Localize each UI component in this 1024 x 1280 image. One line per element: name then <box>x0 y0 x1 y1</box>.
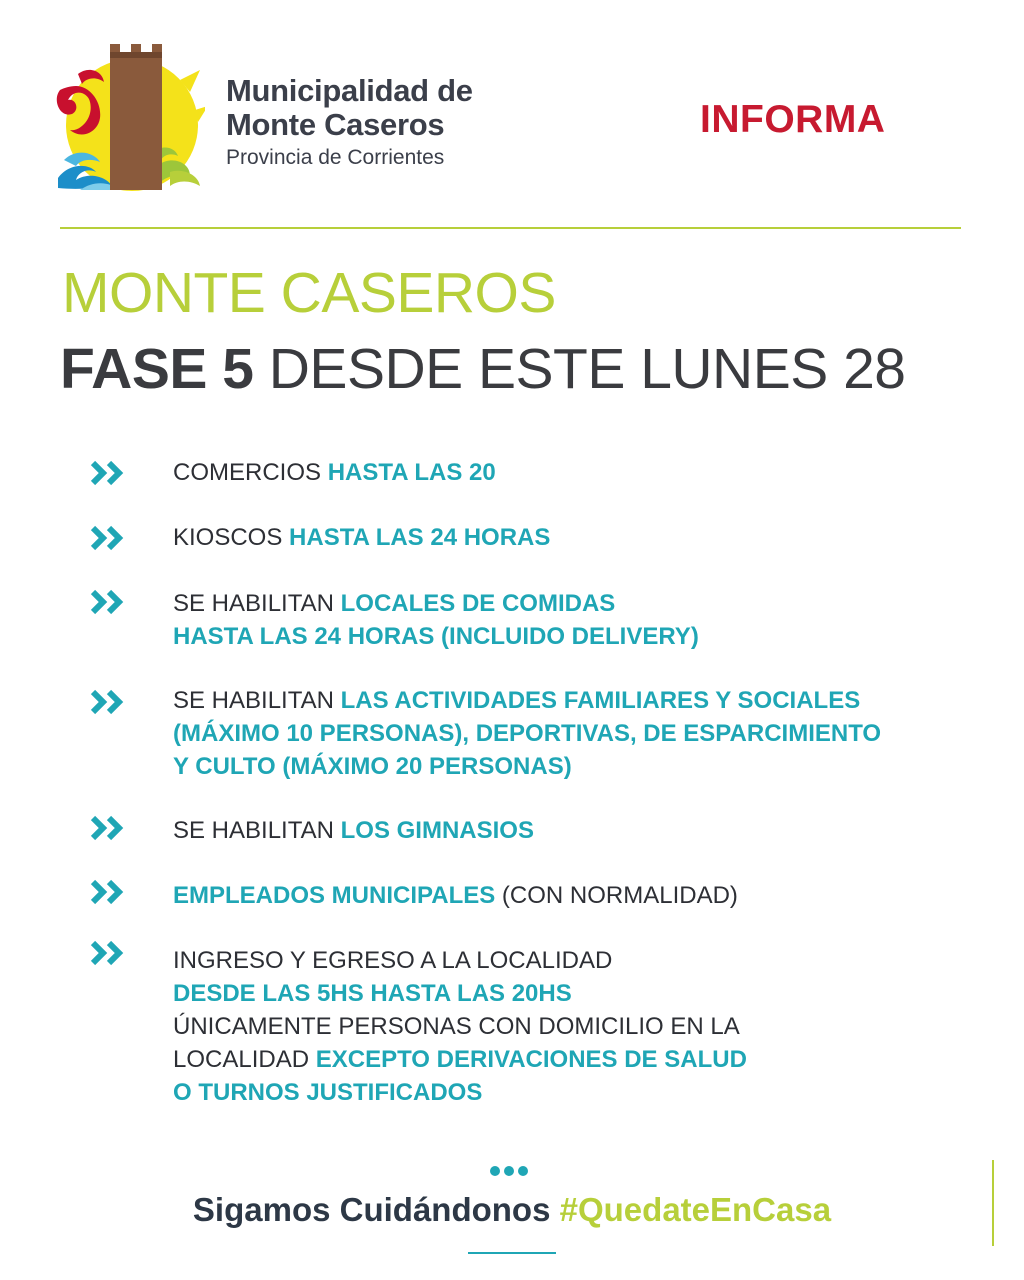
plain-text: ÚNICAMENTE PERSONAS CON DOMICILIO EN LA <box>173 1013 740 1040</box>
footer-underline <box>468 1252 556 1254</box>
double-chevron-right-icon <box>90 879 130 905</box>
plain-text: LOCALIDAD <box>173 1046 316 1073</box>
double-chevron-right-icon <box>90 525 130 551</box>
item-line <box>173 717 963 750</box>
highlight-text: EXCEPTO DERIVACIONES DE SALUD <box>315 1046 747 1073</box>
item-line <box>173 456 963 489</box>
item-text <box>173 814 963 847</box>
item-line <box>173 1010 963 1043</box>
item-line <box>173 587 963 620</box>
highlight-text: DESDE LAS 5HS HASTA LAS 20HS <box>173 980 572 1007</box>
plain-text: KIOSCOS <box>173 524 290 551</box>
item-line <box>173 944 963 977</box>
item-text <box>173 521 963 554</box>
item-line <box>173 814 963 847</box>
org-line-2: Monte Caseros <box>226 107 445 142</box>
highlight-text: O TURNOS JUSTIFICADOS <box>173 1079 483 1106</box>
slogan-text: Sigamos Cuidándonos <box>192 1191 551 1228</box>
double-chevron-right-icon <box>90 589 130 615</box>
highlight-text: (MÁXIMO 10 PERSONAS), DEPORTIVAS, DE ESPARCIMIENTO <box>173 720 882 747</box>
highlight-text: LAS ACTIVIDADES FAMILIARES Y SOCIALES <box>340 687 861 714</box>
highlight-text: LOCALES DE COMIDAS <box>340 590 616 617</box>
item-line <box>173 1076 963 1109</box>
plain-text: INGRESO Y EGRESO A LA LOCALIDAD <box>173 947 613 974</box>
highlight-text: Y CULTO (MÁXIMO 20 PERSONAS) <box>173 753 572 780</box>
double-chevron-right-icon <box>90 940 130 966</box>
item-line <box>173 521 963 554</box>
item-line <box>173 879 963 912</box>
item-line <box>173 750 963 783</box>
plain-text: SE HABILITAN <box>173 687 341 714</box>
item-text <box>173 587 963 653</box>
highlight-text: EMPLEADOS MUNICIPALES <box>173 882 496 909</box>
header <box>0 0 1024 230</box>
plain-text: SE HABILITAN <box>173 817 341 844</box>
double-chevron-right-icon <box>90 689 130 715</box>
municipal-logo <box>50 40 205 195</box>
title-phase: FASE 5 <box>60 337 254 401</box>
plain-text: (CON NORMALIDAD) <box>495 882 738 909</box>
highlight-text: HASTA LAS 24 HORAS <box>289 524 551 551</box>
item-text <box>173 684 963 783</box>
highlight-text: HASTA LAS 20 <box>327 459 496 486</box>
ellipsis-dots-icon <box>490 1163 535 1177</box>
province-label: Provincia de Corrientes <box>226 146 445 169</box>
double-chevron-right-icon <box>90 815 130 841</box>
plain-text: SE HABILITAN <box>173 590 341 617</box>
informa-label: INFORMA <box>700 98 886 141</box>
footer-slogan <box>0 1188 1024 1232</box>
item-line <box>173 684 963 717</box>
item-text <box>173 879 963 912</box>
header-divider <box>60 227 961 229</box>
org-line-1: Municipalidad de <box>226 73 473 108</box>
item-text <box>173 456 963 489</box>
item-line <box>173 977 963 1010</box>
item-line <box>173 1043 963 1076</box>
highlight-text: LOS GIMNASIOS <box>340 817 534 844</box>
decorative-vertical-line <box>992 1160 994 1246</box>
highlight-text: HASTA LAS 24 HORAS (INCLUIDO DELIVERY) <box>173 623 699 650</box>
hashtag: #QuedateEnCasa <box>559 1191 832 1228</box>
item-text <box>173 944 963 1109</box>
organization-name <box>226 74 473 172</box>
item-line <box>173 620 963 653</box>
plain-text: COMERCIOS <box>173 459 328 486</box>
title-date: DESDE ESTE LUNES 28 <box>253 337 906 401</box>
title-line-1: MONTE CASEROS <box>62 261 556 325</box>
double-chevron-right-icon <box>90 460 130 486</box>
title-line-2 <box>60 334 906 404</box>
